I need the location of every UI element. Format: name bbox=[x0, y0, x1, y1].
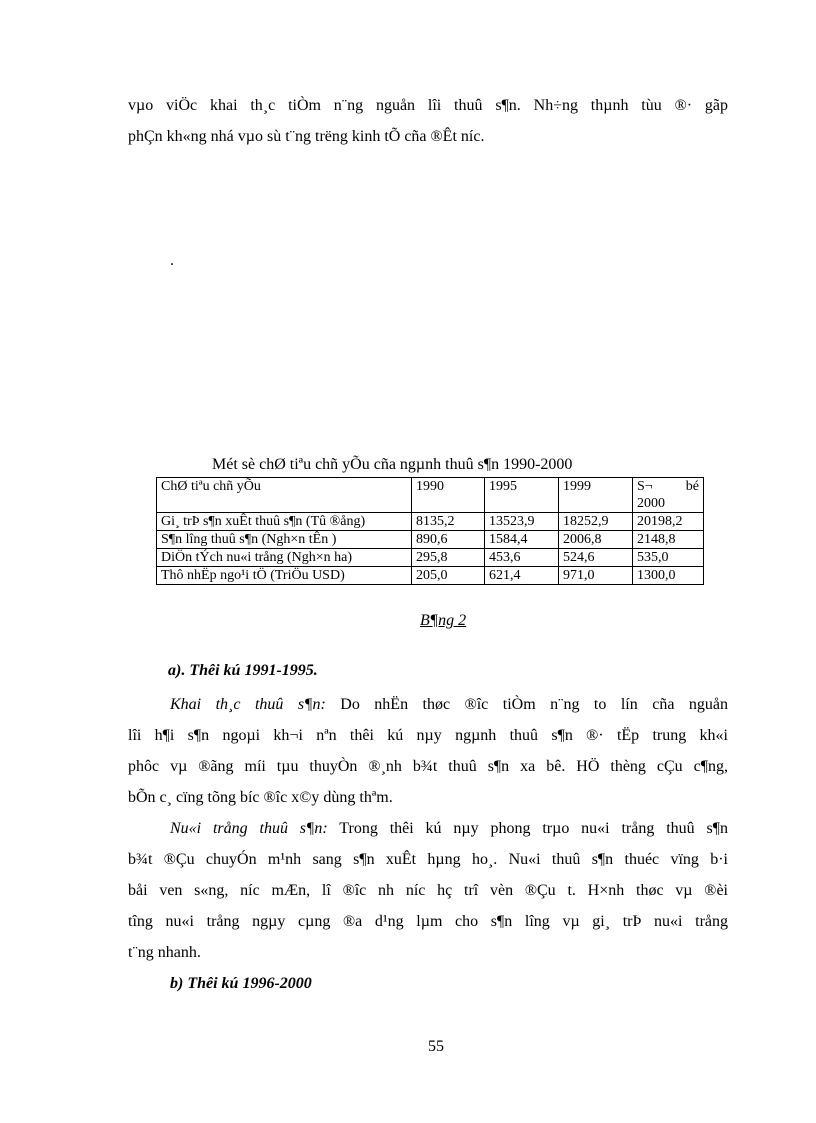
table-cell: 621,4 bbox=[485, 567, 559, 585]
table-row bbox=[157, 513, 704, 531]
table-cell: 8135,2 bbox=[412, 513, 485, 531]
section-b-heading: b) Thêi kú 1996-2000 bbox=[170, 975, 312, 992]
data-table bbox=[156, 477, 704, 585]
table-row bbox=[157, 567, 704, 585]
table-cell: 971,0 bbox=[559, 567, 633, 585]
intro-line-2: phÇn kh«ng nhá vµo sù t¨ng trëng kinh tÕ cña ®Êt níc. bbox=[128, 128, 485, 145]
para-1-text: Do nhËn thøc ®îc tiÒm n¨ng to lín cña nguån bbox=[325, 696, 729, 713]
table-cell: 535,0 bbox=[633, 549, 704, 567]
table-cell: Gi¸ trÞ s¶n xuÊt thuû s¶n (Tû ®ång) bbox=[157, 513, 412, 531]
para-1-line-3: phôc vµ ®ãng míi tµu thuyÒn ®¸nh b¾t thuû s¶n xa bê. HÖ thèng cÇu c¶ng, bbox=[128, 758, 728, 775]
table-cell: 453,6 bbox=[485, 549, 559, 567]
table-cell: 18252,9 bbox=[559, 513, 633, 531]
para-2-line-1 bbox=[170, 820, 728, 838]
table-caption: Mét sè chØ tiªu chñ yÕu cña ngµnh thuû s¶n 1990-2000 bbox=[212, 456, 573, 473]
para-2-line-5: t¨ng nhanh. bbox=[128, 944, 201, 961]
table-cell: S¶n lîng thuû s¶n (Ngh×n tÊn ) bbox=[157, 531, 412, 549]
para-2-text: Trong thêi kú nµy phong trµo nu«i trång thuû s¶n bbox=[327, 820, 728, 837]
para-2-lead: Nu«i trång thuû s¶n: bbox=[170, 820, 328, 837]
table-cell: Thô nhËp ngo¹i tÖ (TriÖu USD) bbox=[157, 567, 412, 585]
table-cell: 524,6 bbox=[559, 549, 633, 567]
stray-dot: . bbox=[170, 252, 174, 269]
table-cell: 2148,8 bbox=[633, 531, 704, 549]
table-cell: 13523,9 bbox=[485, 513, 559, 531]
header-cell: 1990 bbox=[412, 478, 485, 513]
para-1-line-2: lîi h¶i s¶n ngoµi kh¬i nªn thêi kú nµy ngµnh thuû s¶n ®· tËp trung kh«i bbox=[128, 727, 728, 744]
table-header-row bbox=[157, 478, 704, 513]
table-source: B¶ng 2 bbox=[420, 612, 467, 629]
table-cell: 1584,4 bbox=[485, 531, 559, 549]
table-cell: DiÖn tÝch nu«i trång (Ngh×n ha) bbox=[157, 549, 412, 567]
table-cell: 205,0 bbox=[412, 567, 485, 585]
section-a-heading: a). Thêi kú 1991-1995. bbox=[168, 662, 318, 679]
page-number: 55 bbox=[428, 1038, 444, 1055]
table-row bbox=[157, 531, 704, 549]
para-2-line-3: båi ven s«ng, níc mÆn, lî ®îc nh níc hç trî vèn ®Çu t. H×nh thøc vµ ®èi bbox=[128, 882, 728, 899]
table-cell: 20198,2 bbox=[633, 513, 704, 531]
para-1-line-1 bbox=[170, 696, 728, 714]
para-2-line-2: b¾t ®Çu chuyÓn m¹nh sang s¶n xuÊt hµng ho¸. Nu«i thuû s¶n thuéc vïng b·i bbox=[128, 851, 728, 868]
header-cell: ChØ tiªu chñ yÕu bbox=[157, 478, 412, 513]
para-1-line-4: bÕn c¸ cïng tõng bíc ®îc x©y dùng thªm. bbox=[128, 789, 393, 806]
intro-line-1: vµo viÖc khai th¸c tiÒm n¨ng nguån lîi thuû s¶n. Nh÷ng thµnh tùu ®· gãp bbox=[128, 97, 728, 114]
table-cell: 295,8 bbox=[412, 549, 485, 567]
table-cell: 890,6 bbox=[412, 531, 485, 549]
header-cell: S¬ bé 2000 bbox=[633, 478, 704, 513]
para-1-lead: Khai th¸c thuû s¶n: bbox=[170, 696, 326, 713]
table-row bbox=[157, 549, 704, 567]
header-cell: 1995 bbox=[485, 478, 559, 513]
header-cell: 1999 bbox=[559, 478, 633, 513]
table-cell: 2006,8 bbox=[559, 531, 633, 549]
para-2-line-4: tîng nu«i trång ngµy cµng ®a d¹ng lµm cho s¶n lîng vµ gi¸ trÞ nu«i trång bbox=[128, 913, 728, 930]
table-cell: 1300,0 bbox=[633, 567, 704, 585]
